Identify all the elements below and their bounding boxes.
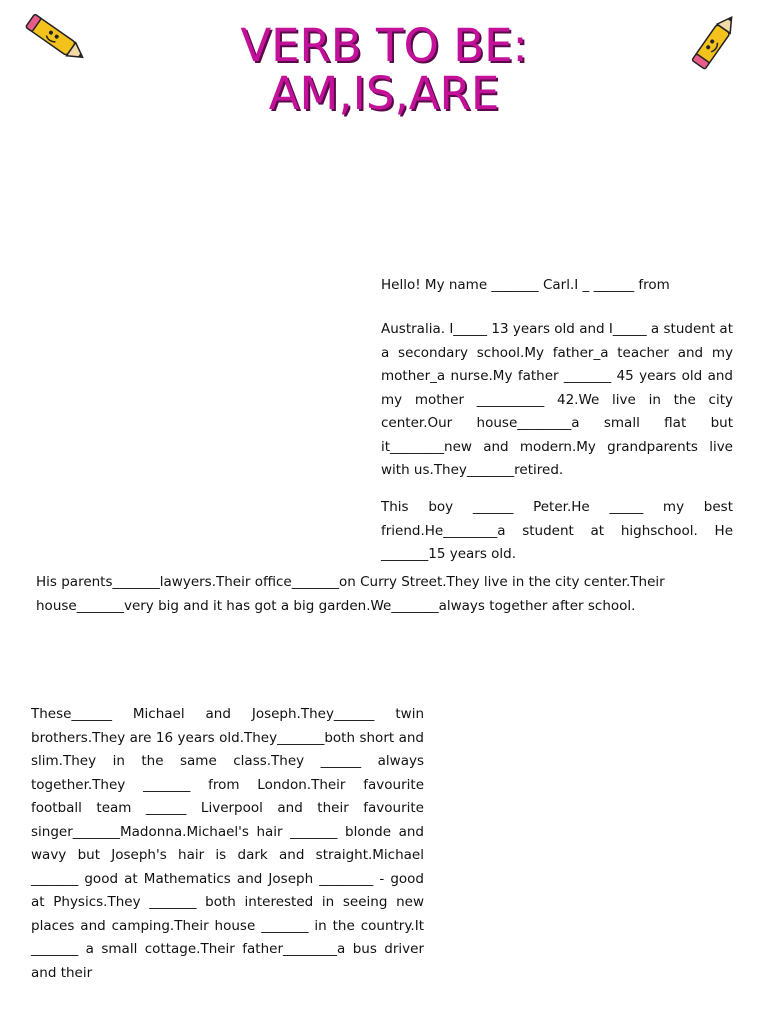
title-line-1: VERB TO BE: [240,19,528,72]
exercise-paragraph-peter: This boy ______ Peter.He _____ my best friend.He________a student at highschool. He _______15 years old. [381,499,733,562]
page-title [0,19,768,120]
exercise-paragraph-intro: Hello! My name _______ Carl.I _ ______ from [381,277,670,293]
title-line-2: AM,IS,ARE [268,67,500,120]
exercise-paragraph-twins: These______ Michael and Joseph.They______ twin brothers.They are 16 years old.They_______both short and slim.They in the same class.They ______ always together.They _______ from London.Their favourite football team ______ Liverpool and their favourite singer_______Madonna.Michael's hair _______ blonde and wavy but Joseph's hair is dark and straight.Michael _______ good at Mathematics and Joseph ________ - good at Physics.They _______ both interested in seeing new places and camping.Their house _______ in the country.It _______ a small cottage.Their father________a bus driver and their [31,706,424,981]
exercise-paragraph-family: Australia. I_____ 13 years old and I_____ a student at a secondary school.My father_a teacher and my mother_a nurse.My father _______ 45 years old and my mother __________ 42.We live in the city center.Our house________a small flat but it________new and modern.My grandparents live with us.They_______retired. [381,321,733,478]
exercise-paragraph-parents: His parents_______lawyers.Their office_______on Curry Street.They live in the city center.Their house_______very big and it has got a big garden.We_______always together after school. [36,574,665,614]
